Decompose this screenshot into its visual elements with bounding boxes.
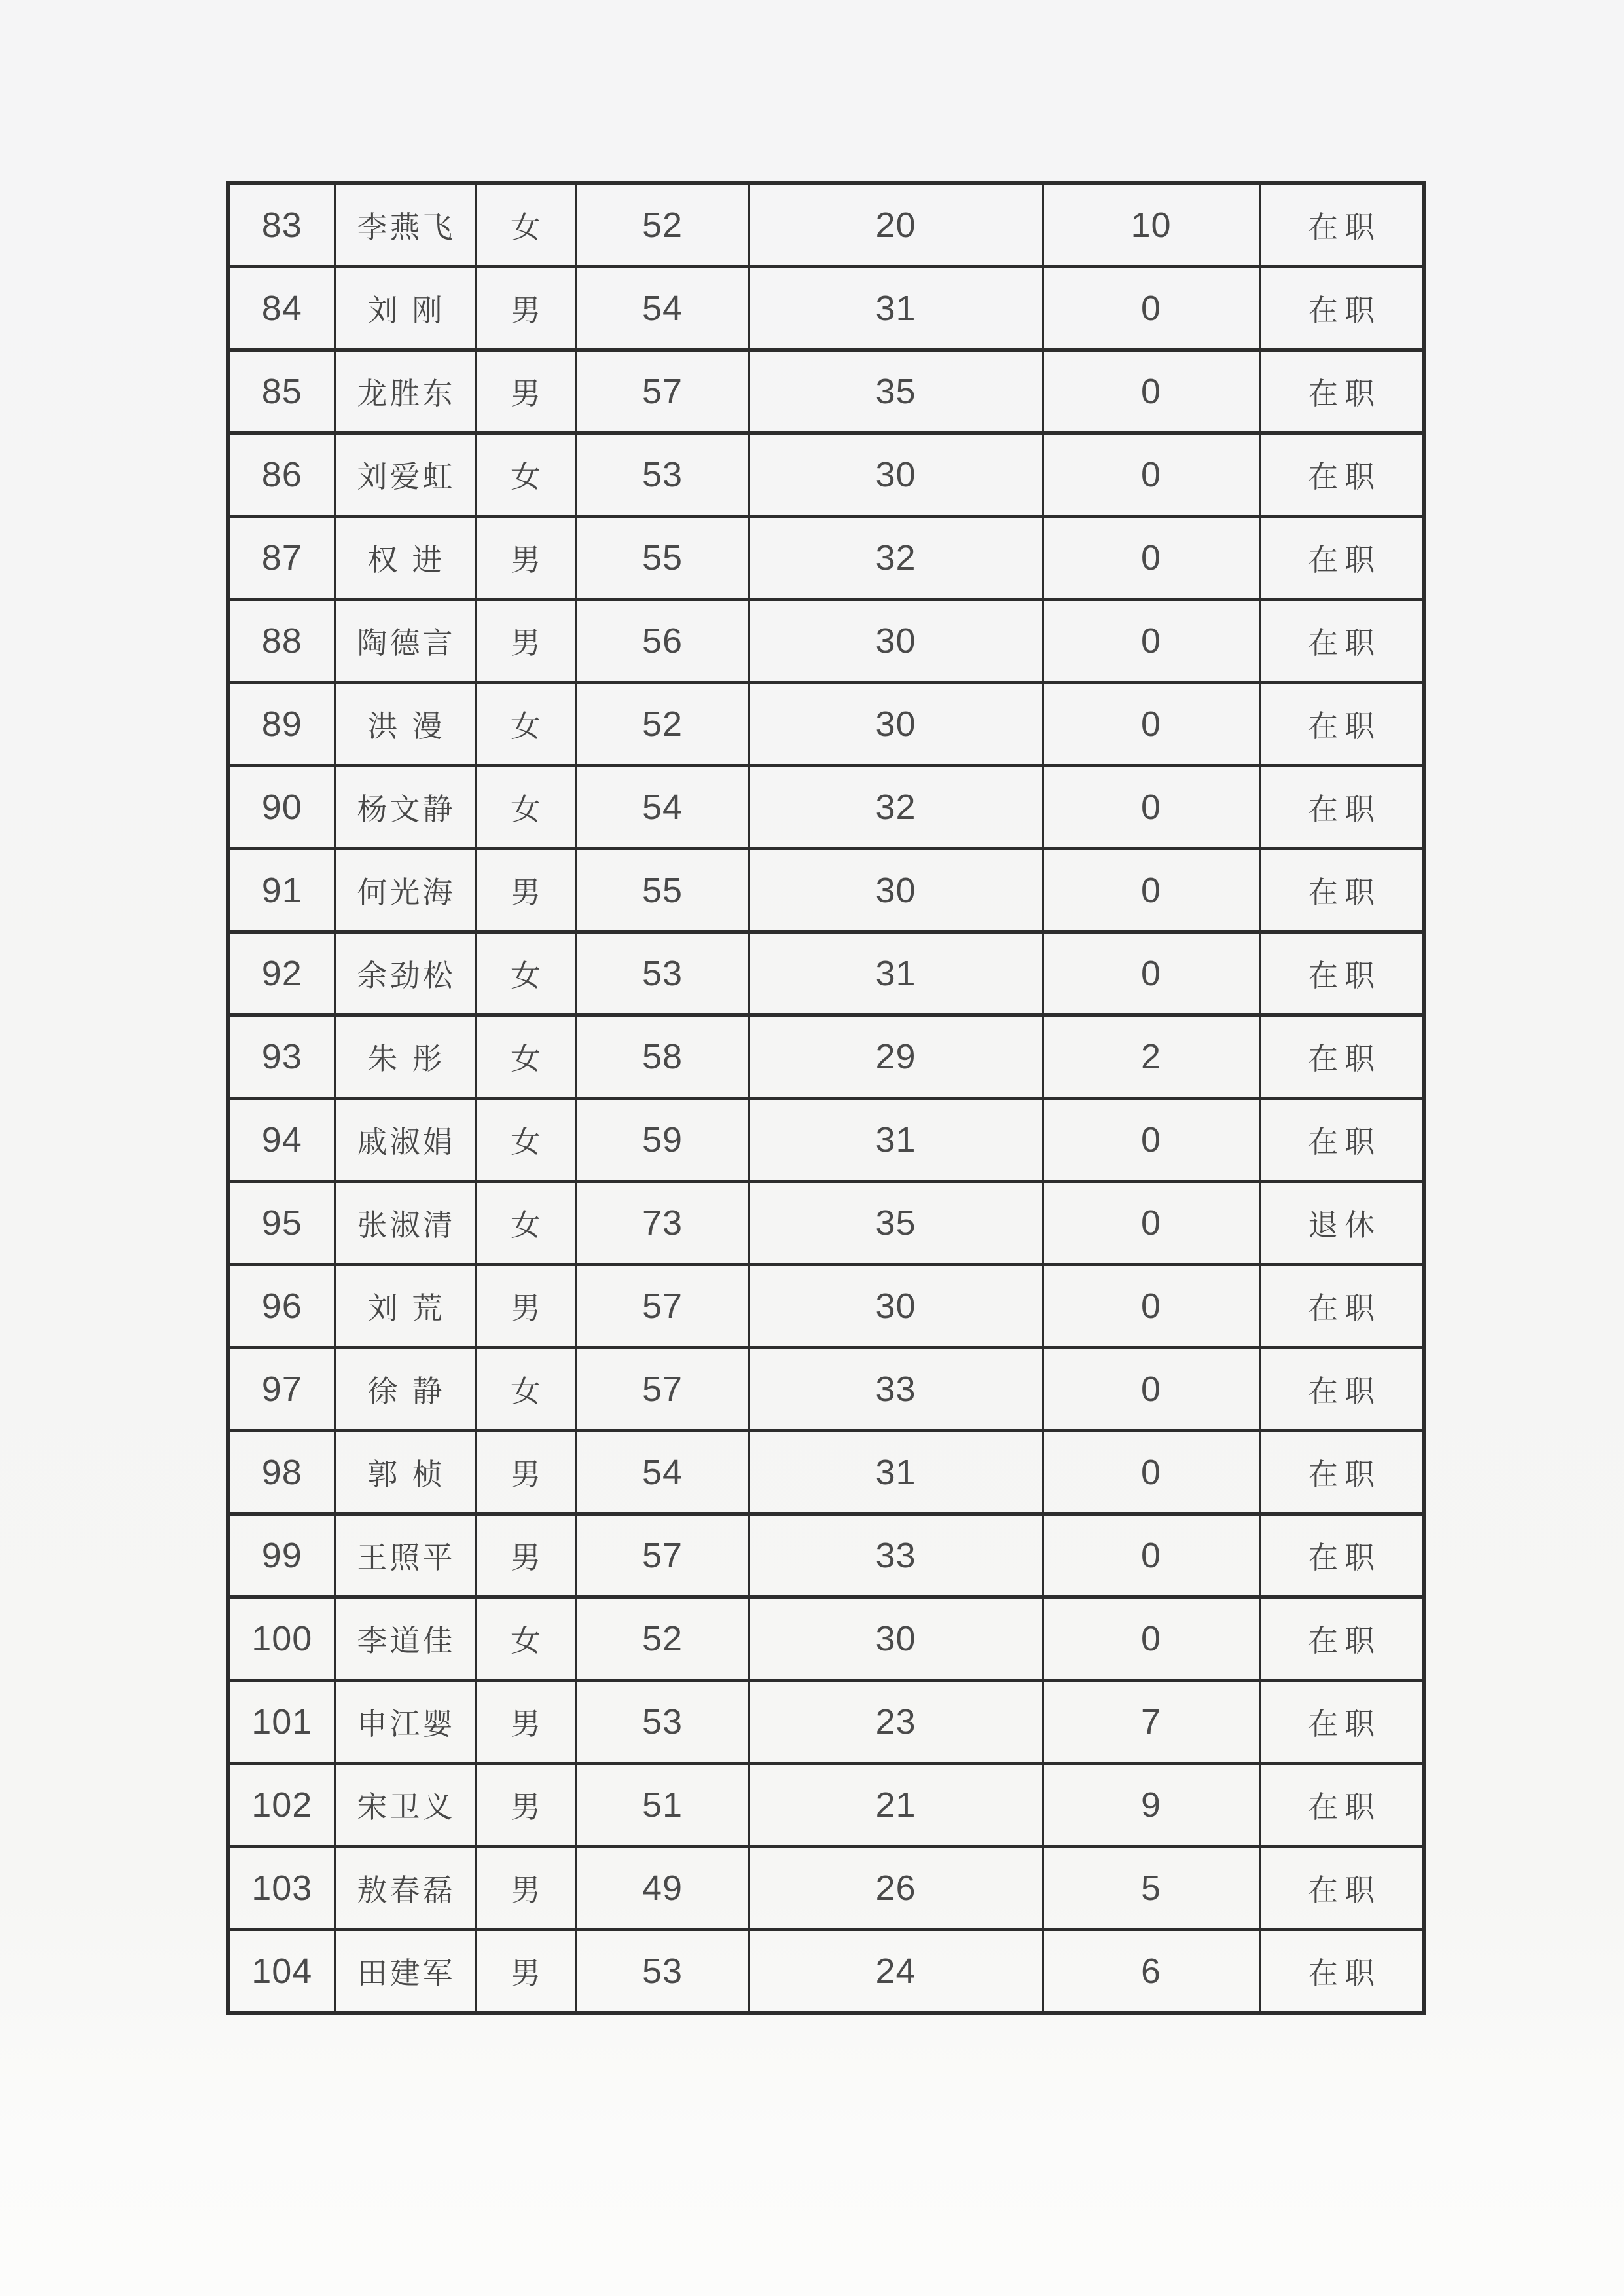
cell-value-a: 21: [749, 1764, 1043, 1847]
cell-name: 李道佳: [334, 1597, 475, 1681]
cell-name: 刘刚: [334, 267, 475, 350]
cell-value-a: 30: [749, 849, 1043, 932]
cell-gender: 女: [475, 1099, 576, 1182]
cell-value-b: 0: [1043, 932, 1259, 1015]
cell-name: 宋卫义: [334, 1764, 475, 1847]
cell-row-number: 99: [228, 1514, 334, 1597]
cell-status: 在职: [1259, 932, 1424, 1015]
table-row: [228, 1348, 1424, 1431]
cell-status: 在职: [1259, 1431, 1424, 1514]
cell-value-a: 33: [749, 1514, 1043, 1597]
cell-status: 在职: [1259, 1015, 1424, 1099]
cell-gender: 女: [475, 433, 576, 517]
cell-status: 在职: [1259, 1597, 1424, 1681]
cell-gender: 男: [475, 1681, 576, 1764]
cell-status: 在职: [1259, 1847, 1424, 1930]
cell-age: 53: [576, 1681, 749, 1764]
cell-name: 权进: [334, 517, 475, 600]
cell-value-b: 0: [1043, 600, 1259, 683]
personnel-roster-table: [226, 181, 1426, 2015]
cell-value-a: 20: [749, 183, 1043, 267]
cell-status: 在职: [1259, 183, 1424, 267]
cell-value-b: 7: [1043, 1681, 1259, 1764]
cell-row-number: 96: [228, 1265, 334, 1348]
cell-value-a: 30: [749, 433, 1043, 517]
cell-value-a: 30: [749, 683, 1043, 766]
cell-row-number: 100: [228, 1597, 334, 1681]
cell-name: 田建军: [334, 1930, 475, 2014]
cell-gender: 男: [475, 1764, 576, 1847]
cell-age: 56: [576, 600, 749, 683]
cell-gender: 男: [475, 849, 576, 932]
cell-gender: 男: [475, 517, 576, 600]
cell-status: 退休: [1259, 1182, 1424, 1265]
cell-row-number: 92: [228, 932, 334, 1015]
cell-status: 在职: [1259, 600, 1424, 683]
cell-row-number: 95: [228, 1182, 334, 1265]
table-row: [228, 517, 1424, 600]
cell-name: 郭桢: [334, 1431, 475, 1514]
cell-gender: 女: [475, 1015, 576, 1099]
cell-gender: 男: [475, 267, 576, 350]
cell-name: 刘荒: [334, 1265, 475, 1348]
cell-name: 徐静: [334, 1348, 475, 1431]
cell-value-a: 26: [749, 1847, 1043, 1930]
cell-name: 龙胜东: [334, 350, 475, 433]
cell-status: 在职: [1259, 683, 1424, 766]
table-row: [228, 1597, 1424, 1681]
cell-status: 在职: [1259, 1681, 1424, 1764]
cell-row-number: 87: [228, 517, 334, 600]
cell-row-number: 94: [228, 1099, 334, 1182]
table-row: [228, 766, 1424, 849]
cell-row-number: 85: [228, 350, 334, 433]
cell-value-b: 0: [1043, 1431, 1259, 1514]
cell-value-a: 31: [749, 932, 1043, 1015]
cell-value-b: 0: [1043, 1514, 1259, 1597]
cell-value-b: 9: [1043, 1764, 1259, 1847]
cell-age: 54: [576, 267, 749, 350]
cell-row-number: 93: [228, 1015, 334, 1099]
table-row: [228, 1514, 1424, 1597]
cell-gender: 女: [475, 1182, 576, 1265]
table-row: [228, 1431, 1424, 1514]
cell-age: 59: [576, 1099, 749, 1182]
cell-age: 57: [576, 1265, 749, 1348]
table-row: [228, 1681, 1424, 1764]
cell-value-b: 0: [1043, 683, 1259, 766]
cell-row-number: 104: [228, 1930, 334, 2014]
cell-status: 在职: [1259, 1099, 1424, 1182]
cell-value-b: 0: [1043, 517, 1259, 600]
table-row: [228, 1015, 1424, 1099]
cell-gender: 女: [475, 683, 576, 766]
cell-value-b: 0: [1043, 1597, 1259, 1681]
cell-age: 55: [576, 849, 749, 932]
cell-value-a: 30: [749, 600, 1043, 683]
cell-gender: 男: [475, 1431, 576, 1514]
table-row: [228, 1847, 1424, 1930]
cell-value-b: 0: [1043, 433, 1259, 517]
cell-status: 在职: [1259, 1930, 1424, 2014]
cell-age: 52: [576, 183, 749, 267]
cell-age: 58: [576, 1015, 749, 1099]
cell-value-b: 10: [1043, 183, 1259, 267]
cell-age: 57: [576, 1514, 749, 1597]
cell-name: 刘爱虹: [334, 433, 475, 517]
cell-row-number: 101: [228, 1681, 334, 1764]
cell-row-number: 98: [228, 1431, 334, 1514]
cell-value-a: 32: [749, 766, 1043, 849]
cell-gender: 女: [475, 932, 576, 1015]
cell-value-b: 5: [1043, 1847, 1259, 1930]
table-row: [228, 1099, 1424, 1182]
cell-status: 在职: [1259, 766, 1424, 849]
cell-age: 52: [576, 683, 749, 766]
cell-value-a: 30: [749, 1597, 1043, 1681]
cell-name: 杨文静: [334, 766, 475, 849]
cell-value-b: 0: [1043, 267, 1259, 350]
cell-age: 49: [576, 1847, 749, 1930]
cell-value-a: 31: [749, 1099, 1043, 1182]
cell-gender: 女: [475, 1348, 576, 1431]
cell-row-number: 97: [228, 1348, 334, 1431]
cell-age: 53: [576, 932, 749, 1015]
cell-value-b: 0: [1043, 1348, 1259, 1431]
cell-name: 朱彤: [334, 1015, 475, 1099]
cell-value-a: 35: [749, 1182, 1043, 1265]
table-row: [228, 849, 1424, 932]
cell-status: 在职: [1259, 1348, 1424, 1431]
cell-status: 在职: [1259, 350, 1424, 433]
cell-value-a: 33: [749, 1348, 1043, 1431]
table-row: [228, 267, 1424, 350]
cell-value-b: 2: [1043, 1015, 1259, 1099]
cell-name: 洪漫: [334, 683, 475, 766]
cell-name: 敖春磊: [334, 1847, 475, 1930]
cell-value-a: 29: [749, 1015, 1043, 1099]
cell-age: 54: [576, 766, 749, 849]
cell-name: 王照平: [334, 1514, 475, 1597]
table-row: [228, 683, 1424, 766]
cell-age: 52: [576, 1597, 749, 1681]
cell-gender: 女: [475, 766, 576, 849]
cell-age: 53: [576, 433, 749, 517]
cell-row-number: 84: [228, 267, 334, 350]
cell-value-b: 0: [1043, 849, 1259, 932]
cell-value-b: 0: [1043, 1099, 1259, 1182]
cell-status: 在职: [1259, 267, 1424, 350]
cell-row-number: 86: [228, 433, 334, 517]
cell-name: 何光海: [334, 849, 475, 932]
cell-status: 在职: [1259, 1265, 1424, 1348]
cell-status: 在职: [1259, 433, 1424, 517]
cell-name: 申江婴: [334, 1681, 475, 1764]
table-row: [228, 1265, 1424, 1348]
cell-value-a: 35: [749, 350, 1043, 433]
table-row: [228, 433, 1424, 517]
cell-status: 在职: [1259, 849, 1424, 932]
cell-value-a: 32: [749, 517, 1043, 600]
cell-name: 张淑清: [334, 1182, 475, 1265]
cell-status: 在职: [1259, 517, 1424, 600]
cell-gender: 女: [475, 1597, 576, 1681]
cell-value-b: 0: [1043, 350, 1259, 433]
cell-age: 57: [576, 1348, 749, 1431]
cell-age: 57: [576, 350, 749, 433]
cell-gender: 男: [475, 1265, 576, 1348]
cell-row-number: 90: [228, 766, 334, 849]
cell-age: 53: [576, 1930, 749, 2014]
cell-value-b: 6: [1043, 1930, 1259, 2014]
cell-value-a: 23: [749, 1681, 1043, 1764]
cell-row-number: 91: [228, 849, 334, 932]
cell-row-number: 88: [228, 600, 334, 683]
cell-name: 李燕飞: [334, 183, 475, 267]
table-row: [228, 183, 1424, 267]
cell-value-b: 0: [1043, 1182, 1259, 1265]
cell-row-number: 103: [228, 1847, 334, 1930]
cell-age: 54: [576, 1431, 749, 1514]
cell-gender: 男: [475, 1514, 576, 1597]
cell-value-b: 0: [1043, 766, 1259, 849]
table-row: [228, 350, 1424, 433]
cell-gender: 男: [475, 350, 576, 433]
cell-row-number: 89: [228, 683, 334, 766]
cell-status: 在职: [1259, 1764, 1424, 1847]
cell-row-number: 102: [228, 1764, 334, 1847]
cell-name: 陶德言: [334, 600, 475, 683]
table-row: [228, 1182, 1424, 1265]
cell-age: 55: [576, 517, 749, 600]
cell-age: 51: [576, 1764, 749, 1847]
cell-gender: 女: [475, 183, 576, 267]
cell-value-a: 24: [749, 1930, 1043, 2014]
cell-gender: 男: [475, 600, 576, 683]
cell-name: 戚淑娟: [334, 1099, 475, 1182]
cell-row-number: 83: [228, 183, 334, 267]
cell-age: 73: [576, 1182, 749, 1265]
table-row: [228, 932, 1424, 1015]
cell-value-a: 31: [749, 1431, 1043, 1514]
table-row: [228, 600, 1424, 683]
cell-status: 在职: [1259, 1514, 1424, 1597]
cell-gender: 男: [475, 1930, 576, 2014]
table-row: [228, 1930, 1424, 2014]
cell-value-b: 0: [1043, 1265, 1259, 1348]
roster-body: [228, 183, 1424, 2013]
table-row: [228, 1764, 1424, 1847]
cell-gender: 男: [475, 1847, 576, 1930]
cell-value-a: 30: [749, 1265, 1043, 1348]
cell-value-a: 31: [749, 267, 1043, 350]
cell-name: 余劲松: [334, 932, 475, 1015]
